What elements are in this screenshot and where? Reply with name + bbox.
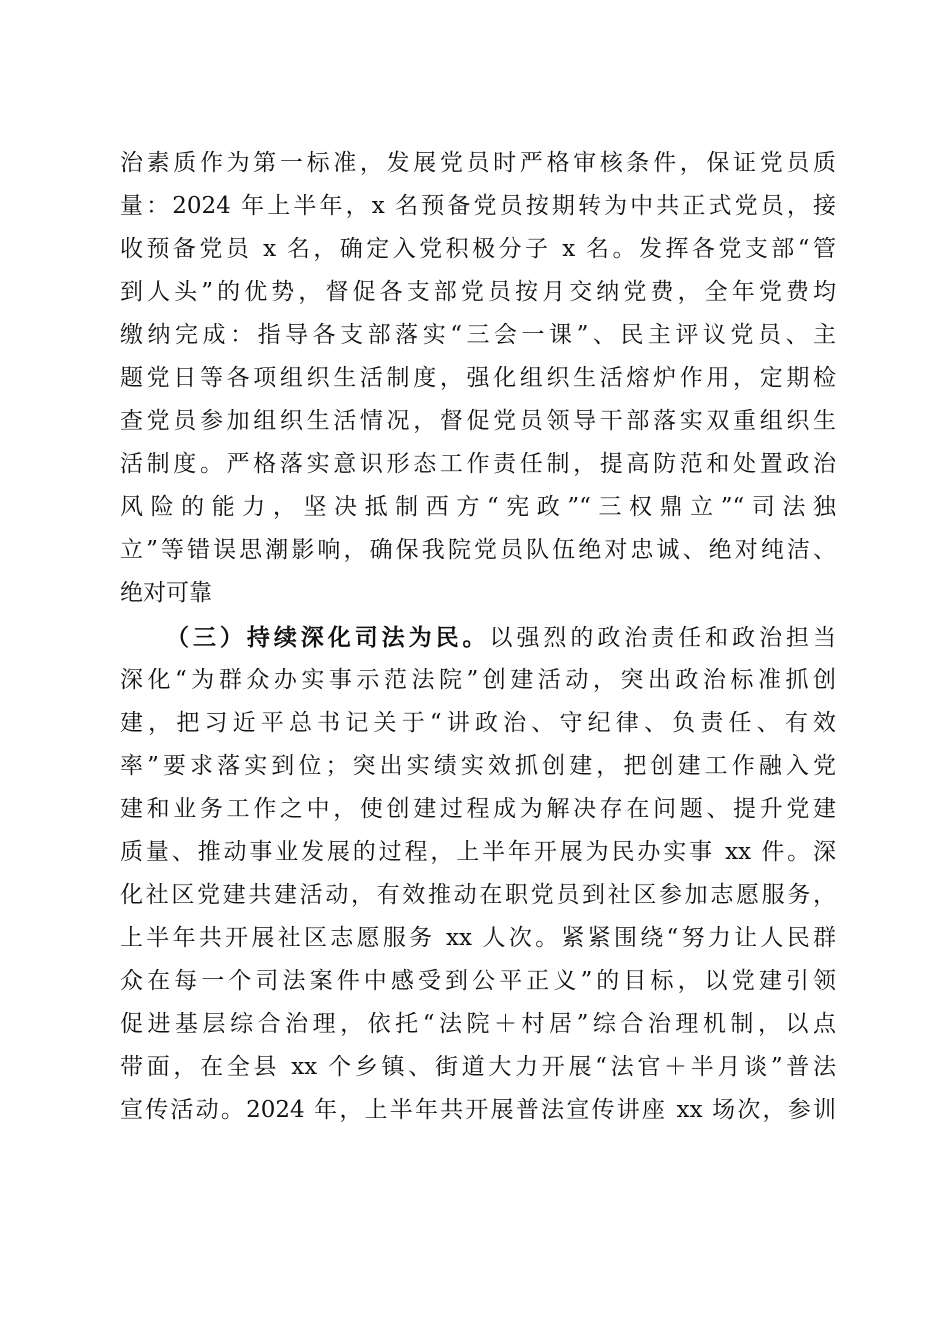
text-line: 活制度。严格落实意识形态工作责任制，提高防范和处置政治	[120, 451, 836, 477]
text-line: 深化“为群众办实事示范法院”创建活动，突出政治标准抓创	[120, 667, 836, 693]
text-line: 绝对可靠	[120, 580, 212, 606]
text-line: 建和业务工作之中，使创建过程成为解决存在问题、提升党建	[120, 796, 836, 822]
heading-line-text: 以强烈的政治责任和政治担当	[489, 625, 837, 651]
paragraph-party-building	[120, 142, 836, 615]
text-line: 缴纳完成：指导各支部落实“三会一课”、民主评议党员、主	[120, 322, 836, 348]
text-line: 上半年共开展社区志愿服务 xx 人次。紧紧围绕“努力让人民群	[120, 925, 836, 951]
text-line: 宣传活动。2024 年，上半年共开展普法宣传讲座 xx 场次，参训	[120, 1097, 836, 1123]
text-line: 众在每一个司法案件中感受到公平正义”的目标，以党建引领	[120, 968, 836, 994]
text-line: 化社区党建共建活动，有效推动在职党员到社区参加志愿服务，	[120, 882, 836, 908]
text-line: 率”要求落实到位；突出实绩实效抓创建，把创建工作融入党	[120, 753, 836, 779]
section-heading: （三）持续深化司法为民。	[166, 624, 490, 651]
text-line: 到人头”的优势，督促各支部党员按月交纳党费，全年党费均	[120, 279, 836, 305]
text-line: 质量、推动事业发展的过程，上半年开展为民办实事 xx 件。深	[120, 839, 836, 865]
text-line: 治素质作为第一标准，发展党员时严格审核条件，保证党员质	[120, 150, 836, 176]
text-line: 量：2024 年上半年，x 名预备党员按期转为中共正式党员，接	[120, 193, 836, 219]
text-line: 促进基层综合治理，依托“法院＋村居”综合治理机制，以点	[120, 1011, 836, 1037]
text-line: 题党日等各项组织生活制度，强化组织生活熔炉作用，定期检	[120, 365, 836, 391]
paragraph-justice-for-people	[120, 616, 836, 1132]
text-line: 收预备党员 x 名，确定入党积极分子 x 名。发挥各党支部“管	[120, 236, 836, 262]
text-line: 风险的能力，坚决抵制西方“宪政”“三权鼎立”“司法独	[120, 494, 836, 520]
text-line: 带面，在全县 xx 个乡镇、街道大力开展“法官＋半月谈”普法	[120, 1054, 836, 1080]
text-line: 查党员参加组织生活情况，督促党员领导干部落实双重组织生	[120, 408, 836, 434]
text-line: 立”等错误思潮影响，确保我院党员队伍绝对忠诚、绝对纯洁、	[120, 537, 836, 563]
text-line: 建，把习近平总书记关于“讲政治、守纪律、负责任、有效	[120, 710, 836, 736]
section-heading-line	[120, 616, 836, 659]
